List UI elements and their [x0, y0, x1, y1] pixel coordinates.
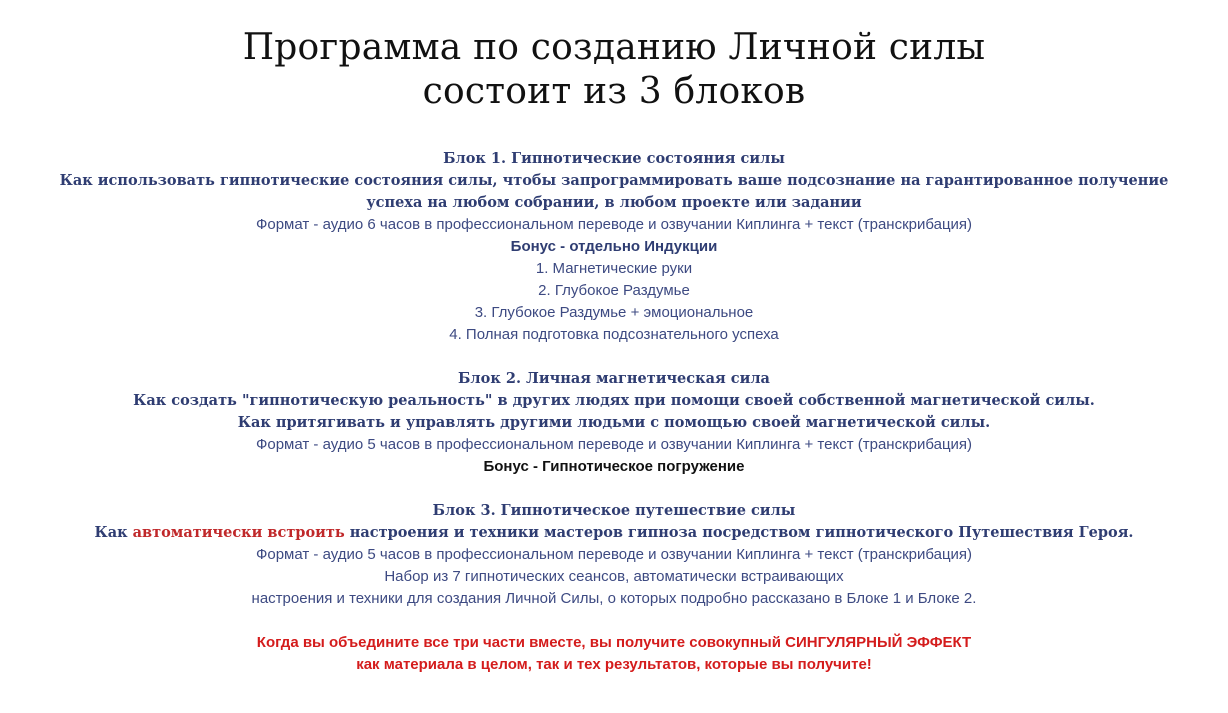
block-1-bonus: Бонус - отдельно Индукции: [510, 238, 718, 255]
block-2: [0, 368, 1228, 478]
block-3-description-line-2: настроения и техники для создания Личной Силы, о которых подробно рассказано в Блоке 1 и Блоке 2.: [251, 590, 977, 607]
block-2-subtitle-line-2: Как притягивать и управлять другими людьми с помощью своей магнетической силы.: [237, 414, 991, 431]
block-3-subtitle-accent: автоматически встроить: [132, 524, 345, 541]
block-3-subtitle: [0, 522, 1228, 544]
block-3-subtitle-prefix: Как: [94, 524, 133, 541]
block-2-title: Блок 2. Личная магнетическая сила: [458, 370, 770, 387]
page-title: [0, 0, 1228, 114]
block-3-format: Формат - аудио 5 часов в профессиональном переводе и озвучании Киплинга + текст (транскрибация): [255, 546, 973, 563]
block-2-format: Формат - аудио 5 часов в профессиональном переводе и озвучании Киплинга + текст (транскрибация): [255, 436, 973, 453]
program-blocks: [0, 148, 1228, 676]
conclusion-line-2: как материала в целом, так и тех результатов, которые вы получите!: [356, 656, 872, 673]
block-2-subtitle-line-1: Как создать "гипнотическую реальность" в других людях при помощи своей собственной магнетической силы.: [133, 392, 1095, 409]
block-2-bonus: Бонус - Гипнотическое погружение: [483, 458, 745, 475]
block-1-list-item: 2. Глубокое Раздумье: [538, 282, 690, 299]
block-1-list-item: 3. Глубокое Раздумье + эмоциональное: [474, 304, 754, 321]
block-1-list-item: 4. Полная подготовка подсознательного успеха: [449, 326, 779, 343]
conclusion: [0, 632, 1228, 676]
block-3-description-line-1: Набор из 7 гипнотических сеансов, автоматически встраивающих: [384, 568, 844, 585]
block-1-subtitle-line-2: успеха на любом собрании, в любом проекте или задании: [366, 194, 862, 211]
block-3-title: Блок 3. Гипнотическое путешествие силы: [432, 502, 796, 519]
page-title-line-1: Программа по созданию Личной силы: [242, 27, 986, 68]
block-3: [0, 500, 1228, 610]
block-3-subtitle-suffix: настроения и техники мастеров гипноза посредством гипнотического Путешествия Героя.: [344, 524, 1134, 541]
block-1: [0, 148, 1228, 346]
conclusion-line-1: Когда вы объедините все три части вместе, вы получите совокупный СИНГУЛЯРНЫЙ ЭФФЕКТ: [256, 634, 972, 651]
page-title-line-2: состоит из 3 блоков: [422, 71, 806, 112]
block-1-list-item: 1. Магнетические руки: [535, 260, 693, 277]
block-1-subtitle-line-1: Как использовать гипнотические состояния силы, чтобы запрограммировать ваше подсознание на гарантированное получение: [59, 172, 1169, 189]
block-1-title: Блок 1. Гипнотические состояния силы: [443, 150, 785, 167]
block-1-format: Формат - аудио 6 часов в профессиональном переводе и озвучании Киплинга + текст (транскрибация): [255, 216, 973, 233]
